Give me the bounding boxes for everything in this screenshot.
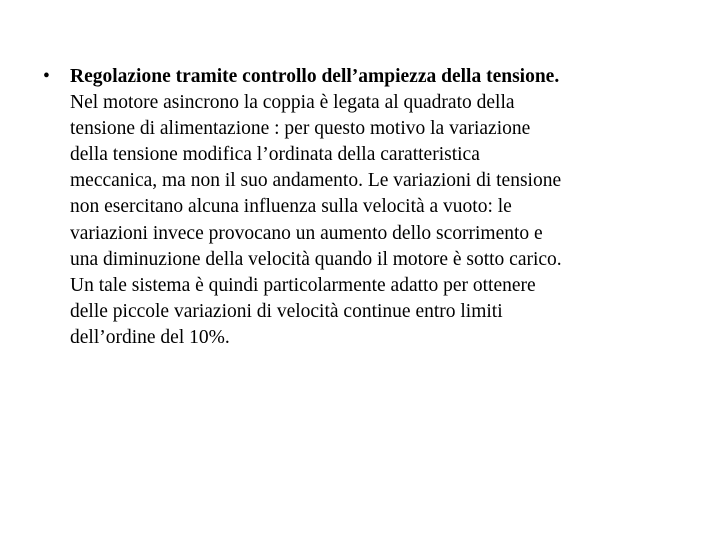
- body-line: Un tale sistema è quindi particolarmente adatto per ottenere: [70, 274, 536, 296]
- body-line: Nel motore asincrono la coppia è legata al quadrato della: [70, 92, 515, 114]
- bullet-text: [70, 64, 710, 351]
- bullet-marker: •: [43, 66, 50, 87]
- body-line: della tensione modifica l’ordinata della caratteristica: [70, 144, 480, 166]
- body-line: delle piccole variazioni di velocità continue entro limiti: [70, 300, 503, 322]
- body-line: una diminuzione della velocità quando il motore è sotto carico.: [70, 248, 562, 270]
- body-line: variazioni invece provocano un aumento dello scorrimento e: [70, 222, 543, 244]
- body-line: dell’ordine del 10%.: [70, 326, 230, 348]
- body-line: non esercitano alcuna influenza sulla velocità a vuoto: le: [70, 196, 512, 218]
- bullet-heading: Regolazione tramite controllo dell’ampiezza della tensione.: [70, 66, 560, 87]
- body-line: tensione di alimentazione : per questo motivo la variazione: [70, 118, 531, 140]
- body-line: meccanica, ma non il suo andamento. Le variazioni di tensione: [70, 170, 562, 192]
